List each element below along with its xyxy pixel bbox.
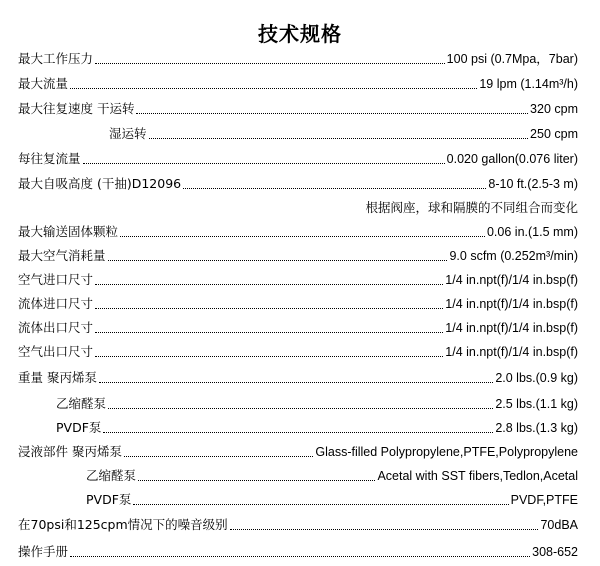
spec-label: 最大工作压力 [18,51,94,66]
spec-value: 308-652 [532,545,578,559]
suction-lift-note: 根据阀座，球和隔膜的不同组合而变化 [365,200,578,215]
spec-label: 最大输送固体颗粒 [18,224,119,239]
spec-label: 最大往复速度 干运转 [18,101,135,116]
spec-row-weight-polypropylene [18,369,578,387]
spec-row-max-speed-wet [109,125,578,143]
dot-leader [99,382,493,383]
dot-leader [183,188,486,189]
dot-leader [70,88,477,89]
spec-value: 2.0 lbs.(0.9 kg) [495,371,578,385]
spec-label: 流体出口尺寸 [18,320,94,335]
spec-row-air-exhaust [18,343,578,361]
spec-row-fluid-inlet [18,295,578,313]
spec-value: 0.06 in.(1.5 mm) [486,225,578,239]
spec-value: 1/4 in.npt(f)/1/4 in.bsp(f) [445,321,578,335]
spec-value: 250 cpm [530,127,578,141]
spec-value: 1/4 in.npt(f)/1/4 in.bsp(f) [445,297,578,311]
spec-row-air-inlet [18,271,578,289]
spec-label: 流体进口尺寸 [18,296,94,311]
spec-value: 320 cpm [530,102,578,116]
spec-row-max-working-pressure [18,50,578,68]
spec-value: 1/4 in.npt(f)/1/4 in.bsp(f) [445,273,578,287]
dot-leader [95,332,443,333]
spec-row-manual [18,543,578,561]
spec-value: Glass-filled Polypropylene,PTFE,Polypropylene [315,445,578,459]
dot-leader [108,260,448,261]
dot-leader [138,480,375,481]
dot-leader [136,113,528,114]
spec-value: 8-10 ft.(2.5-3 m) [488,177,578,191]
spec-row-noise-level [18,516,578,534]
dot-leader [95,63,445,64]
spec-row-flow-per-cycle [18,150,578,168]
spec-row-suction-lift [18,175,578,193]
spec-label: 每往复流量 [18,151,81,166]
dot-leader [83,163,445,164]
spec-row-max-speed-dry [18,100,578,118]
spec-value: 9.0 scfm (0.252m³/min) [449,249,578,263]
spec-row-max-flow [18,75,578,93]
spec-label: PVDF泵 [86,492,132,507]
dot-leader [124,456,313,457]
spec-label: 在70psi和125cpm情况下的噪音级别 [18,517,228,532]
spec-label: 最大流量 [18,76,69,91]
dot-leader [108,408,493,409]
spec-label: 最大空气消耗量 [18,248,106,263]
page-title: 技术规格 [258,22,342,46]
spec-value: 2.5 lbs.(1.1 kg) [495,397,578,411]
dot-leader [95,356,443,357]
spec-value: 0.020 gallon(0.076 liter) [446,152,578,166]
dot-leader [103,432,493,433]
spec-value: 2.8 lbs.(1.3 kg) [495,421,578,435]
spec-value: 1/4 in.npt(f)/1/4 in.bsp(f) [445,345,578,359]
spec-row-air-consumption [18,247,578,265]
dot-leader [95,308,443,309]
spec-row-max-solids [18,223,578,241]
spec-label: 重量 聚丙烯泵 [18,370,97,385]
spec-label: 湿运转 [109,126,147,141]
dot-leader [70,556,530,557]
spec-value: 19 lpm (1.14m³/h) [479,77,578,91]
spec-label: 空气进口尺寸 [18,272,94,287]
spec-value: Acetal with SST fibers,Tedlon,Acetal [377,469,578,483]
spec-label: 浸液部件 聚丙烯泵 [18,444,122,459]
spec-label: 操作手册 [18,544,69,559]
spec-label: 空气出口尺寸 [18,344,94,359]
spec-row-weight-pvdf [56,419,578,437]
spec-row-wetted-parts-polypropylene [18,443,578,461]
spec-label: 乙缩醛泵 [86,468,137,483]
spec-row-weight-acetal [56,395,578,413]
spec-value: 100 psi (0.7Mpa，7bar) [446,52,578,66]
dot-leader [120,236,485,237]
dot-leader [149,138,529,139]
dot-leader [95,284,443,285]
spec-row-wetted-parts-acetal [86,467,578,485]
spec-value: PVDF,PTFE [510,493,578,507]
spec-label: PVDF泵 [56,420,102,435]
spec-label: 乙缩醛泵 [56,396,107,411]
dot-leader [133,504,508,505]
spec-row-fluid-outlet [18,319,578,337]
dot-leader [230,529,539,530]
spec-label: 最大自吸高度 (干抽)D12096 [18,176,182,191]
spec-row-wetted-parts-pvdf [86,491,578,509]
spec-value: 70dBA [540,518,578,532]
